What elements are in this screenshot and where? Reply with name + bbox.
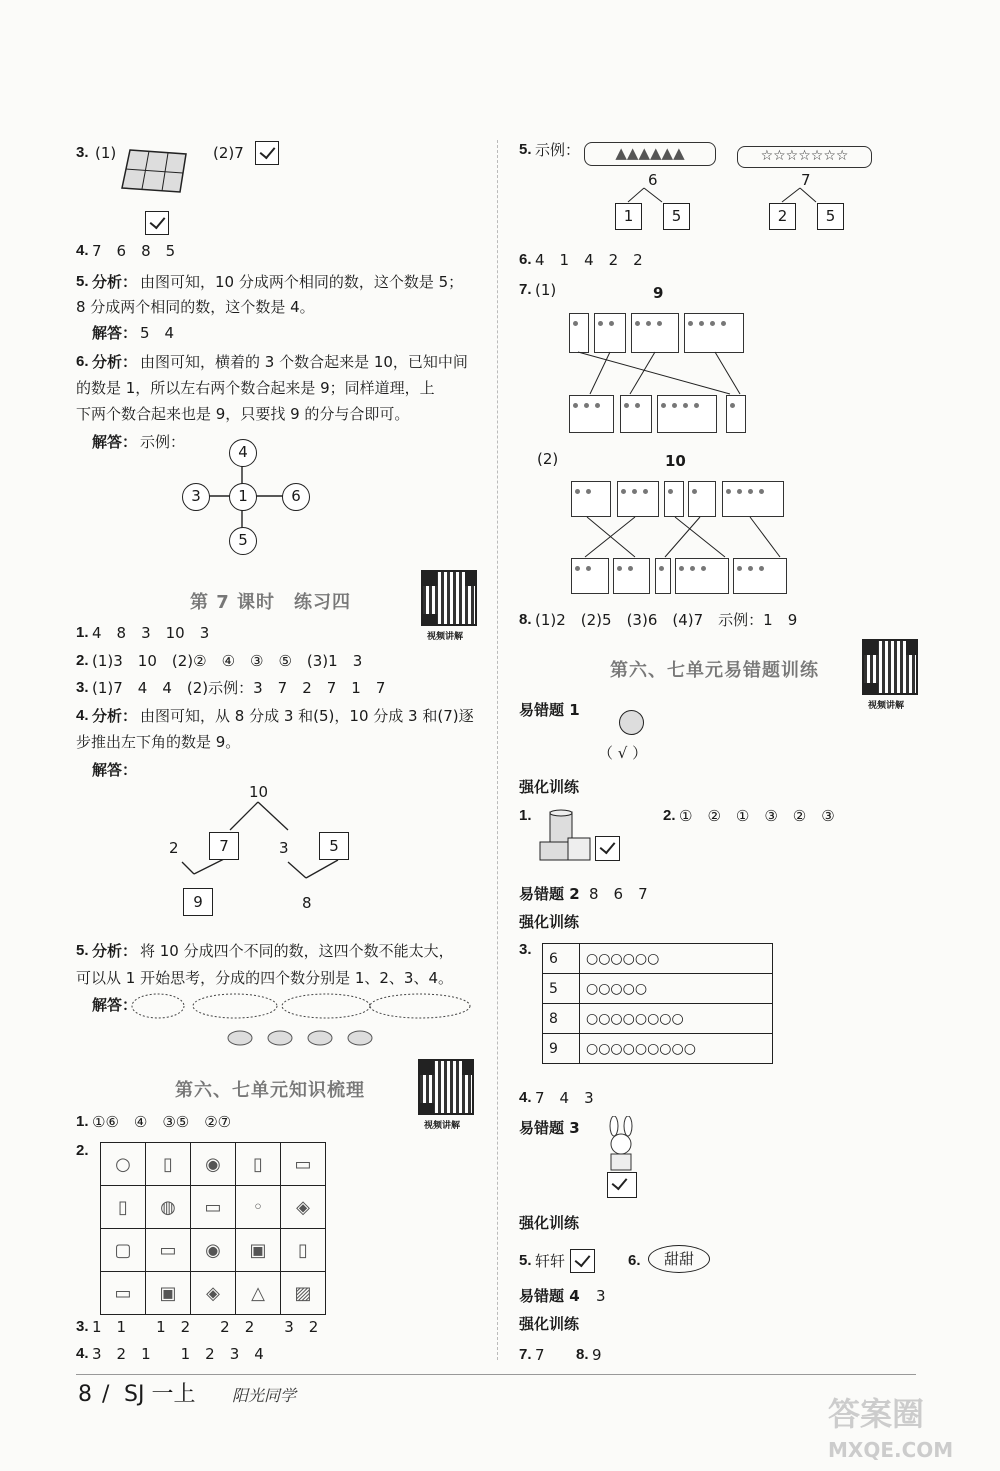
qr-caption: 视频讲解 — [424, 1121, 461, 1131]
t5-answer: 轩轩 — [535, 1252, 566, 1270]
r7-part2: (2) — [537, 450, 559, 468]
dot-card — [722, 481, 784, 517]
l2-answer: (1)3 10 (2)② ④ ③ ⑤ (3)1 3 — [92, 652, 363, 670]
l4-line1: 由图可知，从 8 分成 3 和(5)，10 分成 3 和(7)逐 — [140, 707, 474, 725]
q3-checkmark-box-2 — [255, 141, 279, 165]
t7-number: 7. — [519, 1346, 532, 1363]
q3-part1: (1) — [95, 144, 117, 162]
summary-title: 第六、七单元知识梳理 — [175, 1080, 365, 1101]
l1-answer: 4 8 3 10 3 — [92, 624, 210, 642]
l5-line2: 可以从 1 开始思考，分成的四个数分别是 1、2、3、4。 — [76, 969, 454, 987]
e4-answer: 3 — [596, 1287, 606, 1305]
t2-answer: ① ② ① ③ ② ③ — [679, 807, 835, 825]
l5-analysis-label: 分析： — [92, 942, 138, 960]
dot-card — [569, 395, 614, 433]
tree-box-9: 9 — [183, 888, 213, 916]
q6-line1: 由图可知，横着的 3 个数合起来是 10，已知中间 — [140, 353, 468, 371]
dot-card — [655, 558, 671, 594]
page-separator: / — [102, 1382, 110, 1407]
t2-number: 2. — [663, 807, 676, 824]
dot-card — [613, 558, 650, 594]
l1-number: 1. — [76, 624, 89, 641]
tree-3: 3 — [279, 839, 289, 857]
q6-line3: 下两个数合起来也是 9，只要找 9 的分与合即可。 — [76, 405, 410, 423]
s3-answer: 1 1 1 2 2 2 3 2 — [92, 1318, 319, 1336]
t8-number: 8. — [576, 1346, 589, 1363]
counting-table — [542, 943, 773, 1064]
r5-right-box-b: 5 — [817, 203, 844, 230]
dot-card — [664, 481, 684, 517]
train2-label: 强化训练 — [519, 913, 580, 931]
qr-caption: 视频讲解 — [868, 701, 905, 711]
r8-number: 8. — [519, 611, 532, 628]
r5-left-box-b: 5 — [663, 203, 690, 230]
tree-2: 2 — [169, 839, 179, 857]
q5-number: 5. — [76, 273, 89, 290]
l4-analysis-label: 分析： — [92, 707, 138, 725]
r5-right-box-a: 2 — [769, 203, 796, 230]
l4-answer-label: 解答： — [92, 761, 138, 779]
shape-classification-table: ○ ▯ ◉ ▯ ▭ ▯ ◍ ▭ ◦ ◈ ▢ ▭ ◉ ▣ ▯ ▭ ▣ ◈ △ ▨ — [100, 1142, 326, 1315]
s1-answer: ①⑥ ④ ③⑤ ②⑦ — [92, 1113, 232, 1131]
t1-checkmark-box — [595, 836, 620, 861]
watermark-bottom: MXQE.COM — [828, 1438, 954, 1462]
e4-label: 易错题 4 — [519, 1287, 580, 1305]
s3-number: 3. — [76, 1318, 89, 1335]
dot-card — [631, 313, 679, 353]
q3-checkmark-box-1 — [145, 211, 169, 235]
footer-rule — [76, 1374, 916, 1375]
t5-checkmark-box — [570, 1249, 595, 1273]
e3-label: 易错题 3 — [519, 1119, 580, 1137]
errors-title: 第六、七单元易错题训练 — [610, 660, 819, 681]
dot-card — [657, 395, 717, 433]
r7-match-lines-2 — [565, 515, 795, 560]
r7-match-lines-1 — [560, 350, 760, 400]
l3-answer: (1)7 4 4 (2)示例：3 7 2 7 1 7 — [92, 679, 386, 697]
l5-line1: 将 10 分成四个不同的数，这四个数不能太大， — [140, 942, 454, 960]
q6-answer-example: 示例： — [140, 433, 186, 451]
dot-card — [571, 558, 609, 594]
t8-answer: 9 — [592, 1346, 602, 1364]
train1-label: 强化训练 — [519, 778, 580, 796]
qr-code-icon[interactable] — [862, 639, 918, 695]
l4-number: 4. — [76, 707, 89, 724]
watermark-top: 答案圈 — [828, 1395, 925, 1433]
count-circles: ○○○○○ — [580, 974, 773, 1004]
l5-number: 5. — [76, 942, 89, 959]
dot-card — [688, 481, 716, 517]
book-code: SJ 一上 — [124, 1382, 196, 1407]
e1-answer: （ √ ） — [598, 744, 648, 762]
stars-image: ☆☆☆☆☆☆☆ — [737, 146, 872, 168]
s2-number: 2. — [76, 1142, 89, 1159]
q5-line1: 由图可知，10 分成两个相同的数，这个数是 5； — [140, 273, 464, 291]
train4-label: 强化训练 — [519, 1315, 580, 1333]
r7-total-10: 10 — [665, 452, 686, 470]
s4-answer: 3 2 1 1 2 3 4 — [92, 1345, 264, 1363]
t4-answer: 7 4 3 — [535, 1089, 594, 1107]
q6-number: 6. — [76, 353, 89, 370]
cross-top-circle: 4 — [229, 439, 257, 467]
q6-answer-label: 解答： — [92, 433, 138, 451]
q5-answer: 5 4 — [140, 324, 175, 342]
r5-label: 示例： — [535, 141, 581, 159]
l5-caterpillar-image — [130, 992, 480, 1052]
box-grid-image — [120, 148, 190, 196]
l2-number: 2. — [76, 652, 89, 669]
qr-caption: 视频讲解 — [427, 632, 464, 642]
e1-label: 易错题 1 — [519, 701, 580, 719]
count-circles: ○○○○○○○○○ — [580, 1034, 773, 1064]
t6-answer-oval — [648, 1245, 710, 1273]
q5-analysis-label: 分析： — [92, 273, 138, 291]
r6-answer: 4 1 4 2 2 — [535, 251, 643, 269]
q4-answer: 7 6 8 5 — [92, 242, 176, 260]
t3-number: 3. — [519, 941, 532, 958]
train3-label: 强化训练 — [519, 1214, 580, 1232]
r5-right-total: 7 — [801, 171, 811, 189]
s1-number: 1. — [76, 1113, 89, 1130]
rabbit-image — [602, 1116, 642, 1172]
qr-code-icon[interactable] — [421, 570, 477, 626]
cross-center-circle: 1 — [229, 483, 257, 511]
t6-number: 6. — [628, 1252, 641, 1269]
l5-answer-label: 解答： — [92, 996, 138, 1014]
q3-part2: (2)7 — [213, 144, 244, 162]
lesson7-title: 第 7 课时 练习四 — [190, 592, 352, 613]
q5-line2: 8 分成两个相同的数，这个数是 4。 — [76, 298, 315, 316]
dot-card — [571, 481, 611, 517]
r7-part1: (1) — [535, 281, 557, 299]
brand-logo: 阳光同学 — [232, 1386, 297, 1405]
r7-total-9: 9 — [653, 284, 664, 302]
r6-number: 6. — [519, 251, 532, 268]
triangles-image: ▲▲▲▲▲▲ — [584, 142, 716, 166]
dot-card — [620, 395, 652, 433]
l3-number: 3. — [76, 679, 89, 696]
cross-bottom-circle: 5 — [229, 527, 257, 555]
solids-image — [538, 808, 594, 864]
dot-card — [569, 313, 589, 353]
tree-8: 8 — [302, 894, 312, 912]
r5-left-box-a: 1 — [615, 203, 642, 230]
t7-answer: 7 — [535, 1346, 545, 1364]
r5-left-total: 6 — [648, 171, 658, 189]
cross-right-circle: 6 — [282, 483, 310, 511]
r7-number: 7. — [519, 281, 532, 298]
r5-number: 5. — [519, 141, 532, 158]
dot-card — [617, 481, 659, 517]
dot-card — [726, 395, 746, 433]
count-circles: ○○○○○○ — [580, 944, 773, 974]
q4-number: 4. — [76, 242, 89, 259]
qr-code-icon[interactable] — [418, 1059, 474, 1115]
t5-number: 5. — [519, 1252, 532, 1269]
r8-answer: (1)2 (2)5 (3)6 (4)7 示例：1 9 — [535, 611, 798, 629]
count-number: 5 — [543, 974, 580, 1004]
dot-card — [594, 313, 626, 353]
l4-line2: 步推出左下角的数是 9。 — [76, 733, 241, 751]
q6-analysis-label: 分析： — [92, 353, 138, 371]
dot-card — [733, 558, 787, 594]
column-divider — [497, 140, 498, 1360]
page-number: 8 — [78, 1382, 92, 1407]
count-number: 9 — [543, 1034, 580, 1064]
tree-top: 10 — [249, 783, 269, 801]
t6-answer: 甜甜 — [663, 1250, 694, 1268]
t4-number: 4. — [519, 1089, 532, 1106]
s4-number: 4. — [76, 1345, 89, 1362]
e2-answer: 8 6 7 — [589, 885, 648, 903]
q3-number: 3. — [76, 144, 89, 161]
t1-number: 1. — [519, 807, 532, 824]
tree-box-7: 7 — [209, 832, 239, 860]
q6-line2: 的数是 1，所以左右两个数合起来是 9；同样道理，上 — [76, 379, 435, 397]
cross-left-circle: 3 — [182, 483, 210, 511]
e2-label: 易错题 2 — [519, 885, 580, 903]
count-number: 8 — [543, 1004, 580, 1034]
dot-card — [675, 558, 729, 594]
q5-answer-label: 解答： — [92, 324, 138, 342]
tree-box-5: 5 — [319, 832, 349, 860]
sphere-image — [619, 710, 644, 735]
count-number: 6 — [543, 944, 580, 974]
count-circles: ○○○○○○○○ — [580, 1004, 773, 1034]
e3-checkmark-box — [607, 1172, 637, 1198]
dot-card — [684, 313, 744, 353]
